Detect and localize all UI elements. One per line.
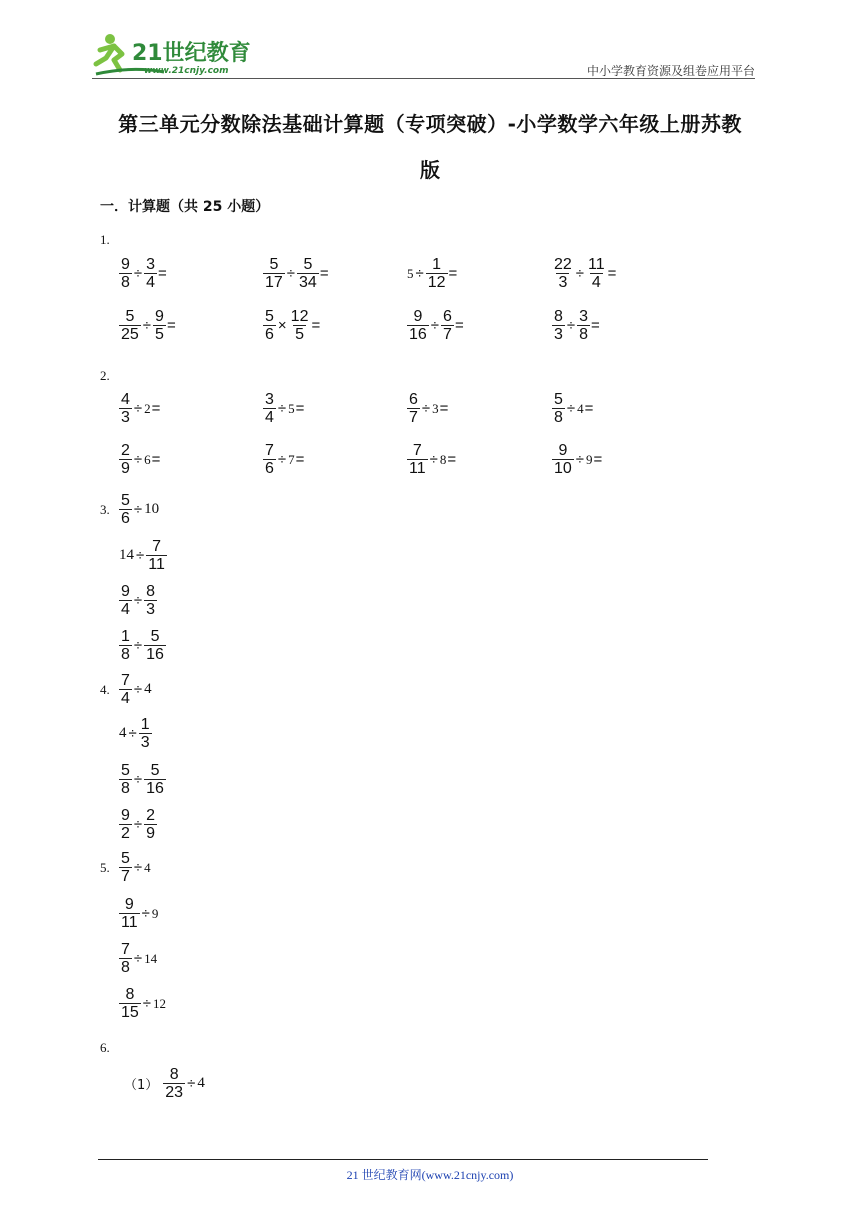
denominator: 12 bbox=[427, 274, 446, 291]
logo-text: 21世纪教育 bbox=[132, 41, 251, 66]
denominator: 4 bbox=[121, 601, 130, 618]
numerator: 5 bbox=[150, 762, 160, 779]
math-expression bbox=[551, 256, 616, 291]
numerator: 9 bbox=[558, 442, 568, 459]
integer: 14 bbox=[119, 547, 134, 563]
denominator: 4 bbox=[121, 690, 130, 707]
denominator: 3 bbox=[121, 409, 130, 426]
fraction bbox=[119, 896, 140, 931]
denominator: 16 bbox=[146, 646, 164, 663]
fraction bbox=[163, 1066, 185, 1101]
numerator: 8 bbox=[146, 583, 156, 600]
numerator: 7 bbox=[152, 538, 161, 555]
numerator: 12 bbox=[290, 308, 309, 325]
fraction bbox=[119, 442, 132, 477]
denominator: 8 bbox=[121, 959, 130, 976]
numerator: 5 bbox=[121, 492, 130, 509]
math-expression bbox=[118, 896, 159, 931]
math-expression bbox=[262, 256, 329, 291]
fraction bbox=[119, 807, 132, 842]
numerator: 7 bbox=[412, 442, 422, 459]
math-expression bbox=[118, 716, 153, 751]
math-expression bbox=[118, 308, 176, 343]
math-expression bbox=[118, 583, 158, 618]
equals-sign: = bbox=[439, 400, 449, 417]
denominator: 4 bbox=[591, 274, 601, 291]
fraction bbox=[139, 716, 152, 751]
equals-sign: = bbox=[448, 265, 458, 282]
divide-sign: ÷ bbox=[430, 317, 440, 334]
denominator: 6 bbox=[265, 326, 274, 343]
numerator: 9 bbox=[121, 583, 130, 600]
divide-sign: ÷ bbox=[566, 400, 576, 417]
numerator: 5 bbox=[125, 308, 135, 325]
numerator: 9 bbox=[155, 308, 164, 325]
denominator: 4 bbox=[265, 409, 274, 426]
question-number: 4. bbox=[100, 682, 110, 697]
fraction bbox=[144, 256, 157, 291]
footer-text: 21 世纪教育网(www.21cnjy.com) bbox=[346, 1168, 514, 1182]
integer: 8 bbox=[439, 451, 447, 467]
numerator: 5 bbox=[303, 256, 313, 273]
denominator: 9 bbox=[121, 460, 130, 477]
math-expression bbox=[118, 807, 158, 842]
numerator: 5 bbox=[269, 256, 279, 273]
section-heading: 一．计算题（共 25 小题） bbox=[100, 199, 270, 215]
integer: 3 bbox=[432, 400, 439, 416]
equals-sign: = bbox=[607, 265, 617, 282]
numerator: 1 bbox=[432, 256, 442, 273]
integer: 10 bbox=[144, 501, 160, 517]
divide-sign: ÷ bbox=[133, 265, 143, 282]
numerator: 8 bbox=[125, 986, 135, 1003]
numerator: 7 bbox=[121, 941, 130, 958]
fraction bbox=[119, 583, 132, 618]
math-expression bbox=[118, 850, 152, 885]
question-number: 1. bbox=[100, 232, 110, 247]
denominator: 3 bbox=[140, 734, 150, 751]
fraction bbox=[144, 807, 157, 842]
fraction bbox=[552, 256, 574, 291]
denominator: 7 bbox=[443, 326, 452, 343]
fraction bbox=[144, 583, 157, 618]
fraction bbox=[119, 256, 132, 291]
integer: 5 bbox=[288, 400, 295, 416]
denominator: 17 bbox=[265, 274, 283, 291]
footer-divider bbox=[98, 1159, 708, 1160]
fraction bbox=[119, 391, 132, 426]
fraction bbox=[119, 850, 132, 885]
denominator: 8 bbox=[121, 780, 130, 797]
question-number: 6. bbox=[100, 1040, 110, 1055]
integer: 4 bbox=[197, 1075, 205, 1091]
divide-sign: ÷ bbox=[133, 501, 143, 518]
numerator: 7 bbox=[265, 442, 274, 459]
math-expression bbox=[551, 308, 600, 343]
fraction bbox=[552, 442, 574, 477]
denominator: 11 bbox=[409, 460, 426, 477]
numerator: 6 bbox=[443, 308, 452, 325]
math-expression bbox=[262, 442, 304, 477]
integer: 7 bbox=[288, 451, 295, 467]
integer: 6 bbox=[144, 451, 151, 467]
denominator: 16 bbox=[409, 326, 427, 343]
divide-sign: ÷ bbox=[429, 451, 438, 468]
fraction bbox=[297, 256, 319, 291]
numerator: 7 bbox=[121, 672, 130, 689]
divide-sign: ÷ bbox=[133, 400, 143, 417]
math-expression bbox=[551, 391, 593, 426]
numerator: 1 bbox=[140, 716, 150, 733]
numerator: 5 bbox=[554, 391, 563, 408]
math-expression bbox=[118, 391, 160, 426]
integer: 2 bbox=[144, 400, 151, 416]
header-tagline: 中小学教育资源及组卷应用平台 bbox=[586, 64, 755, 78]
divide-sign: ÷ bbox=[133, 859, 143, 876]
fraction bbox=[263, 308, 276, 343]
numerator: 9 bbox=[413, 308, 423, 325]
integer: 14 bbox=[144, 950, 158, 966]
divide-sign: ÷ bbox=[133, 637, 143, 654]
equals-sign: = bbox=[591, 317, 600, 334]
equals-sign: = bbox=[151, 400, 161, 417]
divide-sign: ÷ bbox=[133, 681, 143, 698]
denominator: 9 bbox=[146, 825, 156, 842]
numerator: 2 bbox=[146, 807, 156, 824]
math-expression bbox=[118, 628, 167, 663]
page-title: 第三单元分数除法基础计算题（专项突破）-小学数学六年级上册苏教 bbox=[118, 112, 742, 136]
fraction bbox=[119, 762, 132, 797]
fraction bbox=[407, 308, 429, 343]
integer: 4 bbox=[119, 725, 127, 741]
numerator: 5 bbox=[121, 762, 130, 779]
divide-sign: ÷ bbox=[141, 905, 150, 922]
site-logo bbox=[92, 30, 262, 78]
math-expression bbox=[118, 442, 160, 477]
equals-sign: = bbox=[295, 400, 305, 417]
denominator: 34 bbox=[299, 274, 317, 291]
divide-sign: ÷ bbox=[128, 725, 137, 742]
denominator: 2 bbox=[121, 825, 130, 842]
multiply-sign: × bbox=[277, 317, 287, 334]
fraction bbox=[407, 442, 428, 477]
divide-sign: ÷ bbox=[142, 995, 152, 1012]
equals-sign: = bbox=[295, 451, 305, 468]
fraction bbox=[119, 672, 132, 707]
math-expression bbox=[118, 986, 167, 1021]
numerator: 5 bbox=[150, 628, 160, 645]
equals-sign: = bbox=[158, 265, 167, 282]
numerator: 8 bbox=[169, 1066, 179, 1083]
question-number: 5. bbox=[100, 860, 110, 875]
fraction bbox=[119, 308, 141, 343]
equals-sign: = bbox=[319, 265, 329, 282]
integer: 4 bbox=[144, 681, 152, 697]
numerator: 6 bbox=[409, 391, 418, 408]
math-expression bbox=[262, 391, 304, 426]
math-expression bbox=[406, 308, 464, 343]
numerator: 5 bbox=[121, 850, 130, 867]
denominator: 8 bbox=[121, 646, 130, 663]
page-title-continued: 版 bbox=[420, 158, 440, 182]
equals-sign: = bbox=[151, 451, 161, 468]
math-expression bbox=[124, 1066, 206, 1101]
denominator: 4 bbox=[146, 274, 156, 291]
divide-sign: ÷ bbox=[136, 547, 145, 564]
fraction bbox=[119, 986, 141, 1021]
divide-sign: ÷ bbox=[133, 451, 143, 468]
denominator: 6 bbox=[121, 510, 130, 527]
denominator: 5 bbox=[295, 326, 305, 343]
fraction bbox=[577, 308, 590, 343]
numerator: 5 bbox=[265, 308, 274, 325]
denominator: 25 bbox=[121, 326, 139, 343]
numerator: 9 bbox=[124, 896, 134, 913]
sub-question-label: （1） bbox=[124, 1078, 159, 1093]
fraction bbox=[144, 628, 166, 663]
numerator: 11 bbox=[588, 256, 605, 273]
fraction bbox=[263, 442, 276, 477]
divide-sign: ÷ bbox=[286, 265, 296, 282]
divide-sign: ÷ bbox=[575, 451, 585, 468]
denominator: 11 bbox=[121, 914, 138, 931]
equals-sign: = bbox=[584, 400, 594, 417]
divide-sign: ÷ bbox=[187, 1075, 196, 1092]
numerator: 2 bbox=[121, 442, 130, 459]
math-expression bbox=[118, 762, 167, 797]
math-expression bbox=[406, 442, 456, 477]
denominator: 15 bbox=[121, 1004, 139, 1021]
denominator: 10 bbox=[554, 460, 572, 477]
math-expression bbox=[118, 256, 167, 291]
divide-sign: ÷ bbox=[142, 317, 152, 334]
fraction bbox=[119, 492, 132, 527]
equals-sign: = bbox=[166, 317, 176, 334]
fraction bbox=[552, 308, 565, 343]
denominator: 8 bbox=[121, 274, 130, 291]
numerator: 1 bbox=[121, 628, 130, 645]
divide-sign: ÷ bbox=[277, 451, 287, 468]
fraction bbox=[263, 256, 285, 291]
numerator: 4 bbox=[121, 391, 130, 408]
math-expression bbox=[118, 538, 168, 573]
numerator: 9 bbox=[121, 256, 130, 273]
numerator: 22 bbox=[554, 256, 572, 273]
denominator: 6 bbox=[265, 460, 274, 477]
numerator: 9 bbox=[121, 807, 130, 824]
divide-sign: ÷ bbox=[133, 816, 143, 833]
question-number: 2. bbox=[100, 368, 110, 383]
denominator: 3 bbox=[554, 326, 563, 343]
denominator: 3 bbox=[558, 274, 568, 291]
fraction bbox=[441, 308, 454, 343]
numerator: 3 bbox=[146, 256, 156, 273]
integer: 5 bbox=[407, 265, 414, 281]
denominator: 8 bbox=[554, 409, 563, 426]
divide-sign: ÷ bbox=[575, 265, 585, 282]
divide-sign: ÷ bbox=[566, 317, 576, 334]
logo-url: www.21cnjy.com bbox=[144, 66, 229, 76]
integer: 9 bbox=[151, 905, 159, 921]
math-expression bbox=[118, 672, 153, 707]
fraction bbox=[289, 308, 311, 343]
math-expression bbox=[262, 308, 320, 343]
divide-sign: ÷ bbox=[415, 265, 424, 282]
integer: 9 bbox=[586, 451, 593, 467]
fraction bbox=[263, 391, 276, 426]
fraction bbox=[119, 628, 132, 663]
fraction bbox=[586, 256, 607, 291]
divide-sign: ÷ bbox=[421, 400, 431, 417]
equals-sign: = bbox=[447, 451, 457, 468]
divide-sign: ÷ bbox=[133, 950, 143, 967]
divide-sign: ÷ bbox=[133, 771, 143, 788]
denominator: 3 bbox=[146, 601, 156, 618]
divide-sign: ÷ bbox=[133, 592, 143, 609]
equals-sign: = bbox=[593, 451, 603, 468]
denominator: 8 bbox=[579, 326, 589, 343]
fraction bbox=[146, 538, 167, 573]
denominator: 5 bbox=[155, 326, 164, 343]
fraction bbox=[426, 256, 448, 291]
denominator: 7 bbox=[409, 409, 418, 426]
question-number: 3. bbox=[100, 502, 110, 517]
integer: 4 bbox=[144, 859, 151, 875]
divide-sign: ÷ bbox=[277, 400, 287, 417]
numerator: 3 bbox=[579, 308, 589, 325]
denominator: 7 bbox=[121, 868, 130, 885]
denominator: 23 bbox=[165, 1084, 184, 1101]
math-expression bbox=[551, 442, 602, 477]
math-expression bbox=[118, 941, 158, 976]
math-expression bbox=[406, 391, 448, 426]
header-divider bbox=[92, 78, 755, 79]
equals-sign: = bbox=[311, 317, 321, 334]
equals-sign: = bbox=[454, 317, 464, 334]
numerator: 3 bbox=[265, 391, 274, 408]
fraction bbox=[552, 391, 565, 426]
integer: 4 bbox=[577, 400, 584, 416]
integer: 12 bbox=[153, 995, 167, 1011]
fraction bbox=[407, 391, 420, 426]
denominator: 11 bbox=[148, 556, 165, 573]
fraction bbox=[119, 941, 132, 976]
fraction bbox=[153, 308, 166, 343]
math-expression bbox=[118, 492, 160, 527]
denominator: 16 bbox=[146, 780, 164, 797]
numerator: 8 bbox=[554, 308, 563, 325]
math-expression bbox=[406, 256, 457, 291]
fraction bbox=[144, 762, 166, 797]
